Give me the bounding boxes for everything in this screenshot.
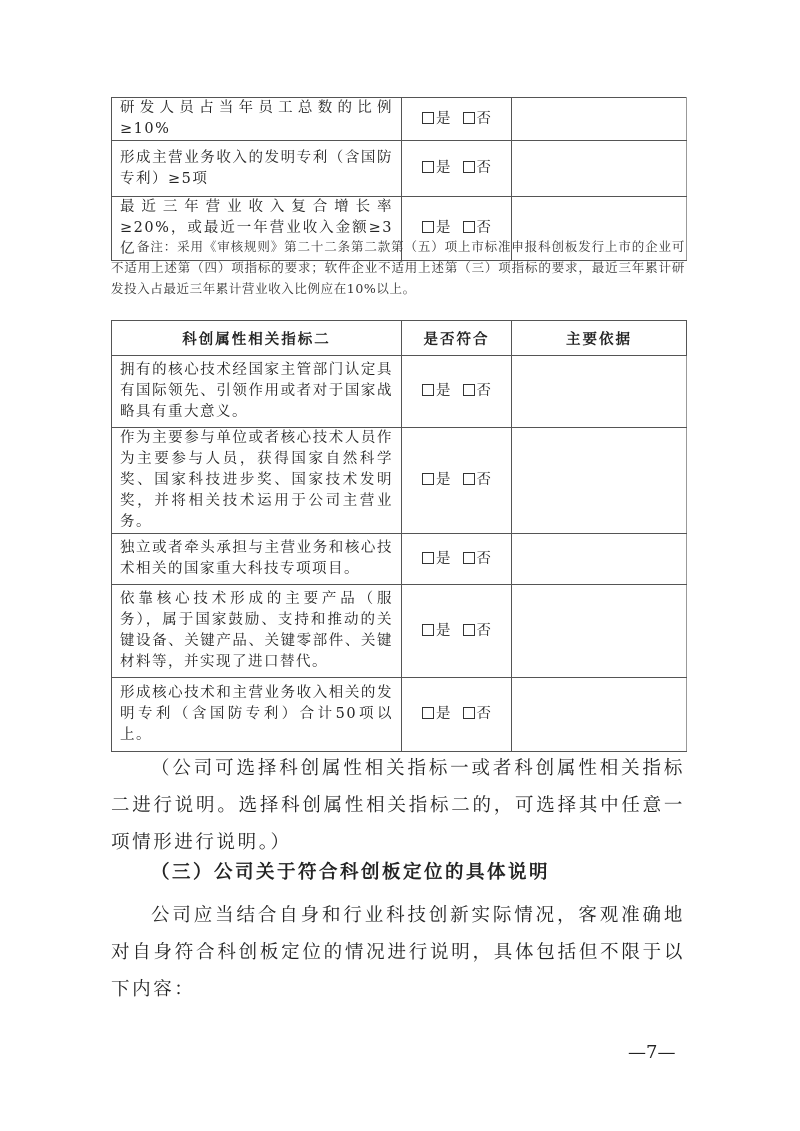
checkbox-icon[interactable] <box>422 112 434 124</box>
checkbox-icon[interactable] <box>422 221 434 233</box>
yes-option[interactable]: 是 <box>422 623 451 639</box>
compliance-cell <box>402 356 512 428</box>
basis-cell[interactable] <box>512 428 687 534</box>
header-compliance: 是否符合 <box>402 321 512 356</box>
yes-option[interactable]: 是 <box>422 383 451 399</box>
compliance-cell <box>402 141 512 197</box>
basis-cell[interactable] <box>512 678 687 752</box>
table-header-row <box>112 321 687 356</box>
indicator-cell: 形成核心技术和主营业务收入相关的发明专利（含国防专利）合计50项以上。 <box>112 678 402 752</box>
compliance-cell <box>402 98 512 141</box>
page-number: —7— <box>628 1042 676 1063</box>
table-row <box>112 534 687 585</box>
compliance-cell <box>402 678 512 752</box>
checkbox-icon[interactable] <box>463 473 475 485</box>
table-row <box>112 98 687 141</box>
checkbox-icon[interactable] <box>463 161 475 173</box>
indicator-cell: 作为主要参与单位或者核心技术人员作为主要参与人员，获得国家自然科学奖、国家科技进步奖、国家技术发明奖，并将相关技术运用于公司主营业务。 <box>112 428 402 534</box>
yes-option[interactable]: 是 <box>422 111 451 127</box>
basis-cell[interactable] <box>512 585 687 678</box>
header-basis: 主要依据 <box>512 321 687 356</box>
checkbox-icon[interactable] <box>463 624 475 636</box>
yes-option[interactable]: 是 <box>422 551 451 567</box>
indicator-cell: 最近三年营业收入复合增长率≥20%，或最近一年营业收入金额≥3亿 <box>112 197 402 261</box>
indicator-cell: 形成主营业务收入的发明专利（含国防专利）≥5项 <box>112 141 402 197</box>
checkbox-icon[interactable] <box>463 552 475 564</box>
compliance-cell <box>402 585 512 678</box>
table-row <box>112 678 687 752</box>
checkbox-icon[interactable] <box>463 112 475 124</box>
basis-cell[interactable] <box>512 534 687 585</box>
yes-option[interactable]: 是 <box>422 472 451 488</box>
no-option[interactable]: 否 <box>463 111 492 127</box>
table-row <box>112 141 687 197</box>
table-row <box>112 356 687 428</box>
no-option[interactable]: 否 <box>463 706 492 722</box>
basis-cell[interactable] <box>512 356 687 428</box>
compliance-cell <box>402 428 512 534</box>
indicator-cell: 依靠核心技术形成的主要产品（服务），属于国家鼓励、支持和推动的关键设备、关键产品、关键零部件、关键材料等，并实现了进口替代。 <box>112 585 402 678</box>
checkbox-icon[interactable] <box>422 161 434 173</box>
basis-cell[interactable] <box>512 141 687 197</box>
checkbox-icon[interactable] <box>422 552 434 564</box>
table-note: 备注：采用《审核规则》第二十二条第二款第（五）项上市标准申报科创板发行上市的企业可不适用上述第（四）项指标的要求；软件企业不适用上述第（三）项指标的要求，最近三年累计研发投入占最近三年累计营业收入比例应在10%以上。 <box>111 239 685 296</box>
basis-cell[interactable] <box>512 98 687 141</box>
checkbox-icon[interactable] <box>422 384 434 396</box>
checkbox-icon[interactable] <box>463 221 475 233</box>
yes-option[interactable]: 是 <box>422 160 451 176</box>
no-option[interactable]: 否 <box>463 551 492 567</box>
yes-option[interactable]: 是 <box>422 706 451 722</box>
checkbox-icon[interactable] <box>463 384 475 396</box>
no-option[interactable]: 否 <box>463 160 492 176</box>
section-heading: （三）公司关于符合科创板定位的具体说明 <box>151 862 551 883</box>
compliance-cell <box>402 534 512 585</box>
header-indicator: 科创属性相关指标二 <box>112 321 402 356</box>
description-paragraph: 公司应当结合自身和行业科技创新实际情况，客观准确地对自身符合科创板定位的情况进行说明，具体包括但不限于以下内容： <box>111 905 685 1000</box>
table-row <box>112 585 687 678</box>
yes-option[interactable]: 是 <box>422 220 451 236</box>
indicator-cell: 研发人员占当年员工总数的比例≥10% <box>112 98 402 141</box>
selection-note-paragraph: （公司可选择科创属性相关指标一或者科创属性相关指标二进行说明。选择科创属性相关指标二的，可选择其中任意一项情形进行说明。） <box>111 758 685 853</box>
checkbox-icon[interactable] <box>422 473 434 485</box>
no-option[interactable]: 否 <box>463 220 492 236</box>
no-option[interactable]: 否 <box>463 383 492 399</box>
indicator-cell: 独立或者牵头承担与主营业务和核心技术相关的国家重大科技专项项目。 <box>112 534 402 585</box>
checkbox-icon[interactable] <box>463 707 475 719</box>
no-option[interactable]: 否 <box>463 623 492 639</box>
indicator-cell: 拥有的核心技术经国家主管部门认定具有国际领先、引领作用或者对于国家战略具有重大意义。 <box>112 356 402 428</box>
table-row <box>112 428 687 534</box>
no-option[interactable]: 否 <box>463 472 492 488</box>
checkbox-icon[interactable] <box>422 624 434 636</box>
checkbox-icon[interactable] <box>422 707 434 719</box>
indicator-table-2 <box>111 320 687 752</box>
